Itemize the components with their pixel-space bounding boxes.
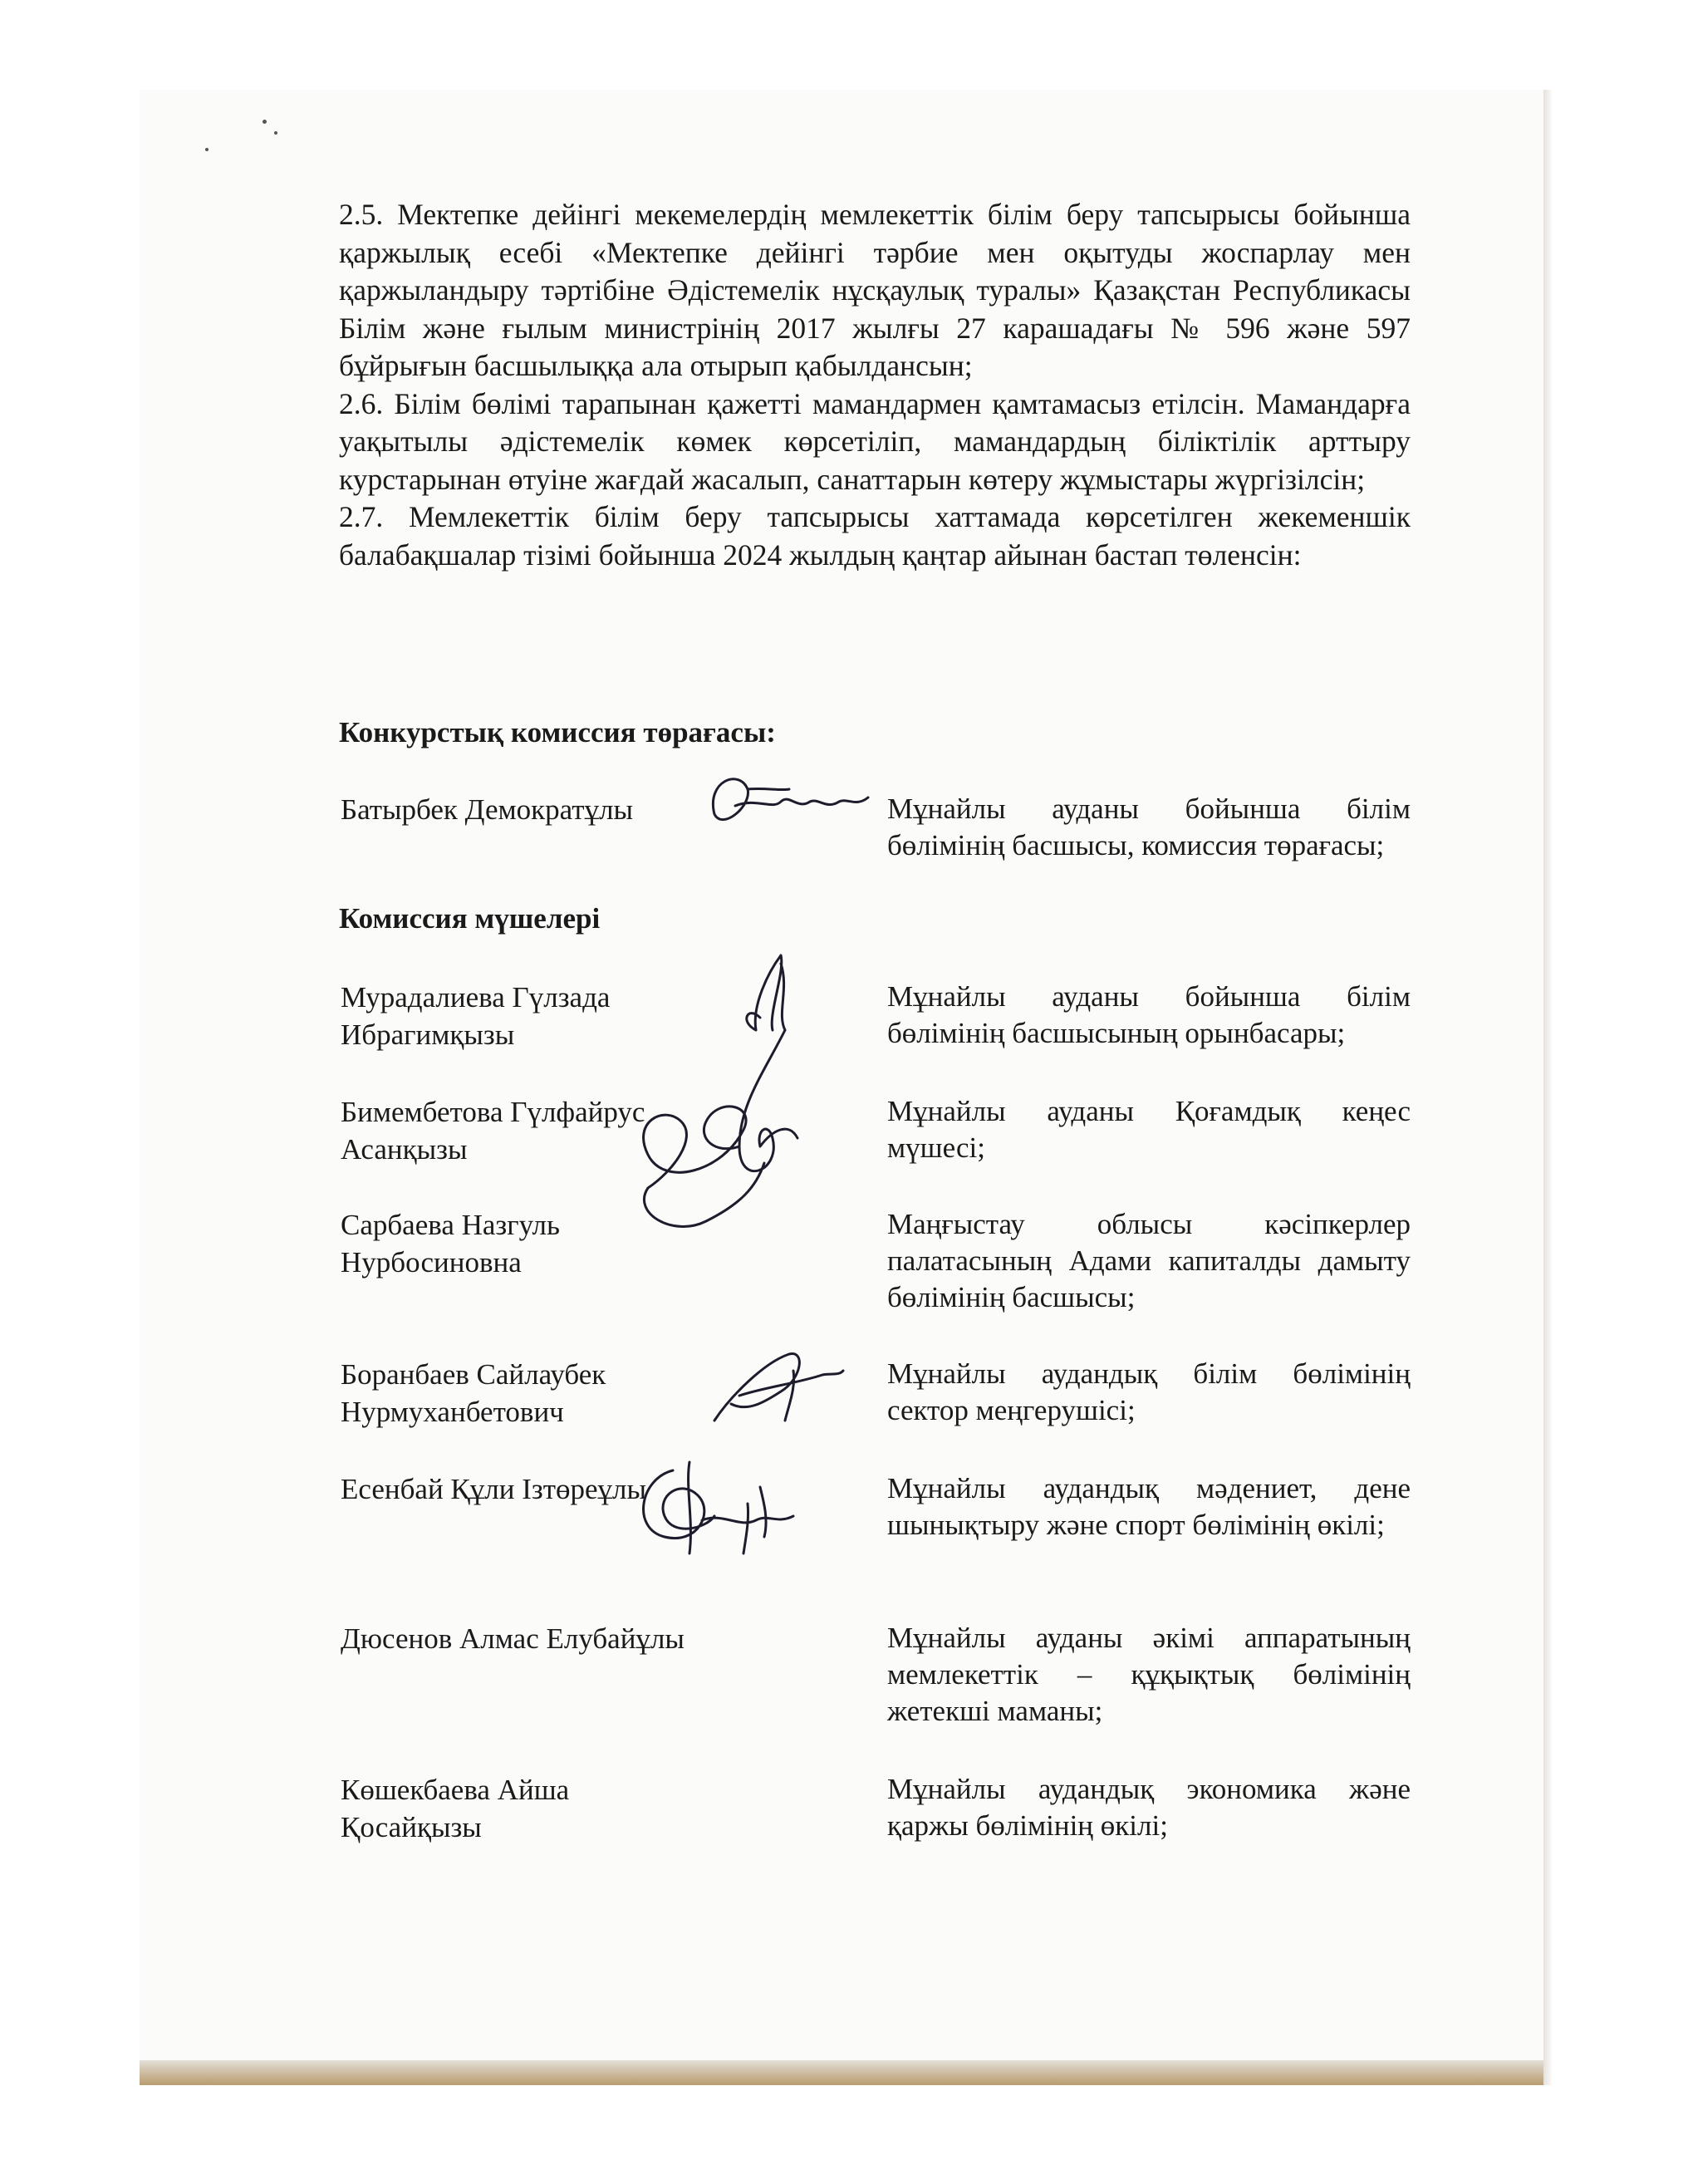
member-name: Боранбаев Сайлаубек Нурмуханбетович — [341, 1358, 606, 1428]
signature-member-4 — [698, 1346, 847, 1437]
member-role: Мұнайлы ауданы әкімі аппаратының мемлекеттік – құқықтық бөлімінің жетекші маманы; — [887, 1622, 1411, 1727]
member-name: Мурадалиева Гүлзада Ибрагимқызы — [341, 981, 611, 1051]
member-name: Сарбаева Назгуль Нурбосиновна — [341, 1209, 560, 1278]
paragraph-2-6: 2.6. Білім бөлімі тарапынан қажетті мамандармен қамтамасыз етілсін. Мамандарға уақытылы әдістемелік көмек көрсетіліп, мамандардың біліктілік арттыру курстарынан өтуіне жағдай жасалып, санаттарын көтеру жұмыстары жүргізілсін; — [339, 386, 1411, 496]
member-role: Мұнайлы аудандық білім бөлімінің сектор меңгерушісі; — [887, 1357, 1411, 1426]
member-name: Бимембетова Гүлфайрус Асанқызы — [341, 1096, 645, 1166]
speck — [205, 148, 209, 151]
signature-chair — [689, 764, 889, 847]
member-role: Маңғыстау облысы кәсіпкерлер палатасының Адами капиталды дамыту бөлімінің басшысы; — [887, 1208, 1411, 1313]
member-role: Мұнайлы аудандық экономика және қаржы бөлімінің өкілі; — [887, 1773, 1411, 1842]
member-role: Мұнайлы аудандық мәдениет, дене шынықтыру және спорт бөлімінің өкілі; — [887, 1472, 1411, 1541]
speck — [274, 131, 277, 135]
member-role: Мұнайлы ауданы бойынша білім бөлімінің басшысының орынбасары; — [887, 980, 1411, 1049]
member-name: Дюсенов Алмас Елубайұлы — [341, 1622, 685, 1655]
member-name: Көшекбаева Айша Қосайқызы — [341, 1774, 570, 1843]
body-text — [339, 196, 1411, 574]
speck — [263, 120, 267, 124]
chair-name: Батырбек Демократұлы — [341, 793, 634, 826]
member-name: Есенбай Құли Ізтөреұлы — [341, 1473, 647, 1505]
paragraph-2-7: 2.7. Мемлекеттік білім беру тапсырысы хаттамада көрсетілген жекеменшік балабақшалар тізімі бойынша 2024 жылдың қаңтар айынан бастап төленсін: — [339, 500, 1411, 572]
member-role: Мұнайлы ауданы Қоғамдық кеңес мүшесі; — [887, 1095, 1411, 1164]
table-edge — [140, 2060, 1543, 2085]
members-heading: Комиссия мүшелері — [339, 902, 601, 935]
chair-heading: Конкурстық комиссия төрағасы: — [339, 716, 776, 748]
paper-shadow — [1543, 90, 1552, 2085]
paragraph-2-5: 2.5. Мектепке дейінгі мекемелердің мемлекеттік білім беру тапсырысы бойынша қаржылық есебі «Мектепке дейінгі тәрбие мен оқытуды жоспарлау мен қаржыландыру тәртібіне Әдістемелік нұсқаулық туралы» Қазақстан Республикасы Білім және ғылым министрінің 2017 жылғы 27 карашадағы № 596 және 597 бұйрығын басшылыққа ала отырып қабылдансын; — [339, 198, 1411, 382]
signature-member-5 — [623, 1437, 822, 1570]
signature-members-1-3 — [615, 939, 864, 1254]
chair-role: Мұнайлы ауданы бойынша білім бөлімінің басшысы, комиссия төрағасы; — [887, 793, 1411, 861]
